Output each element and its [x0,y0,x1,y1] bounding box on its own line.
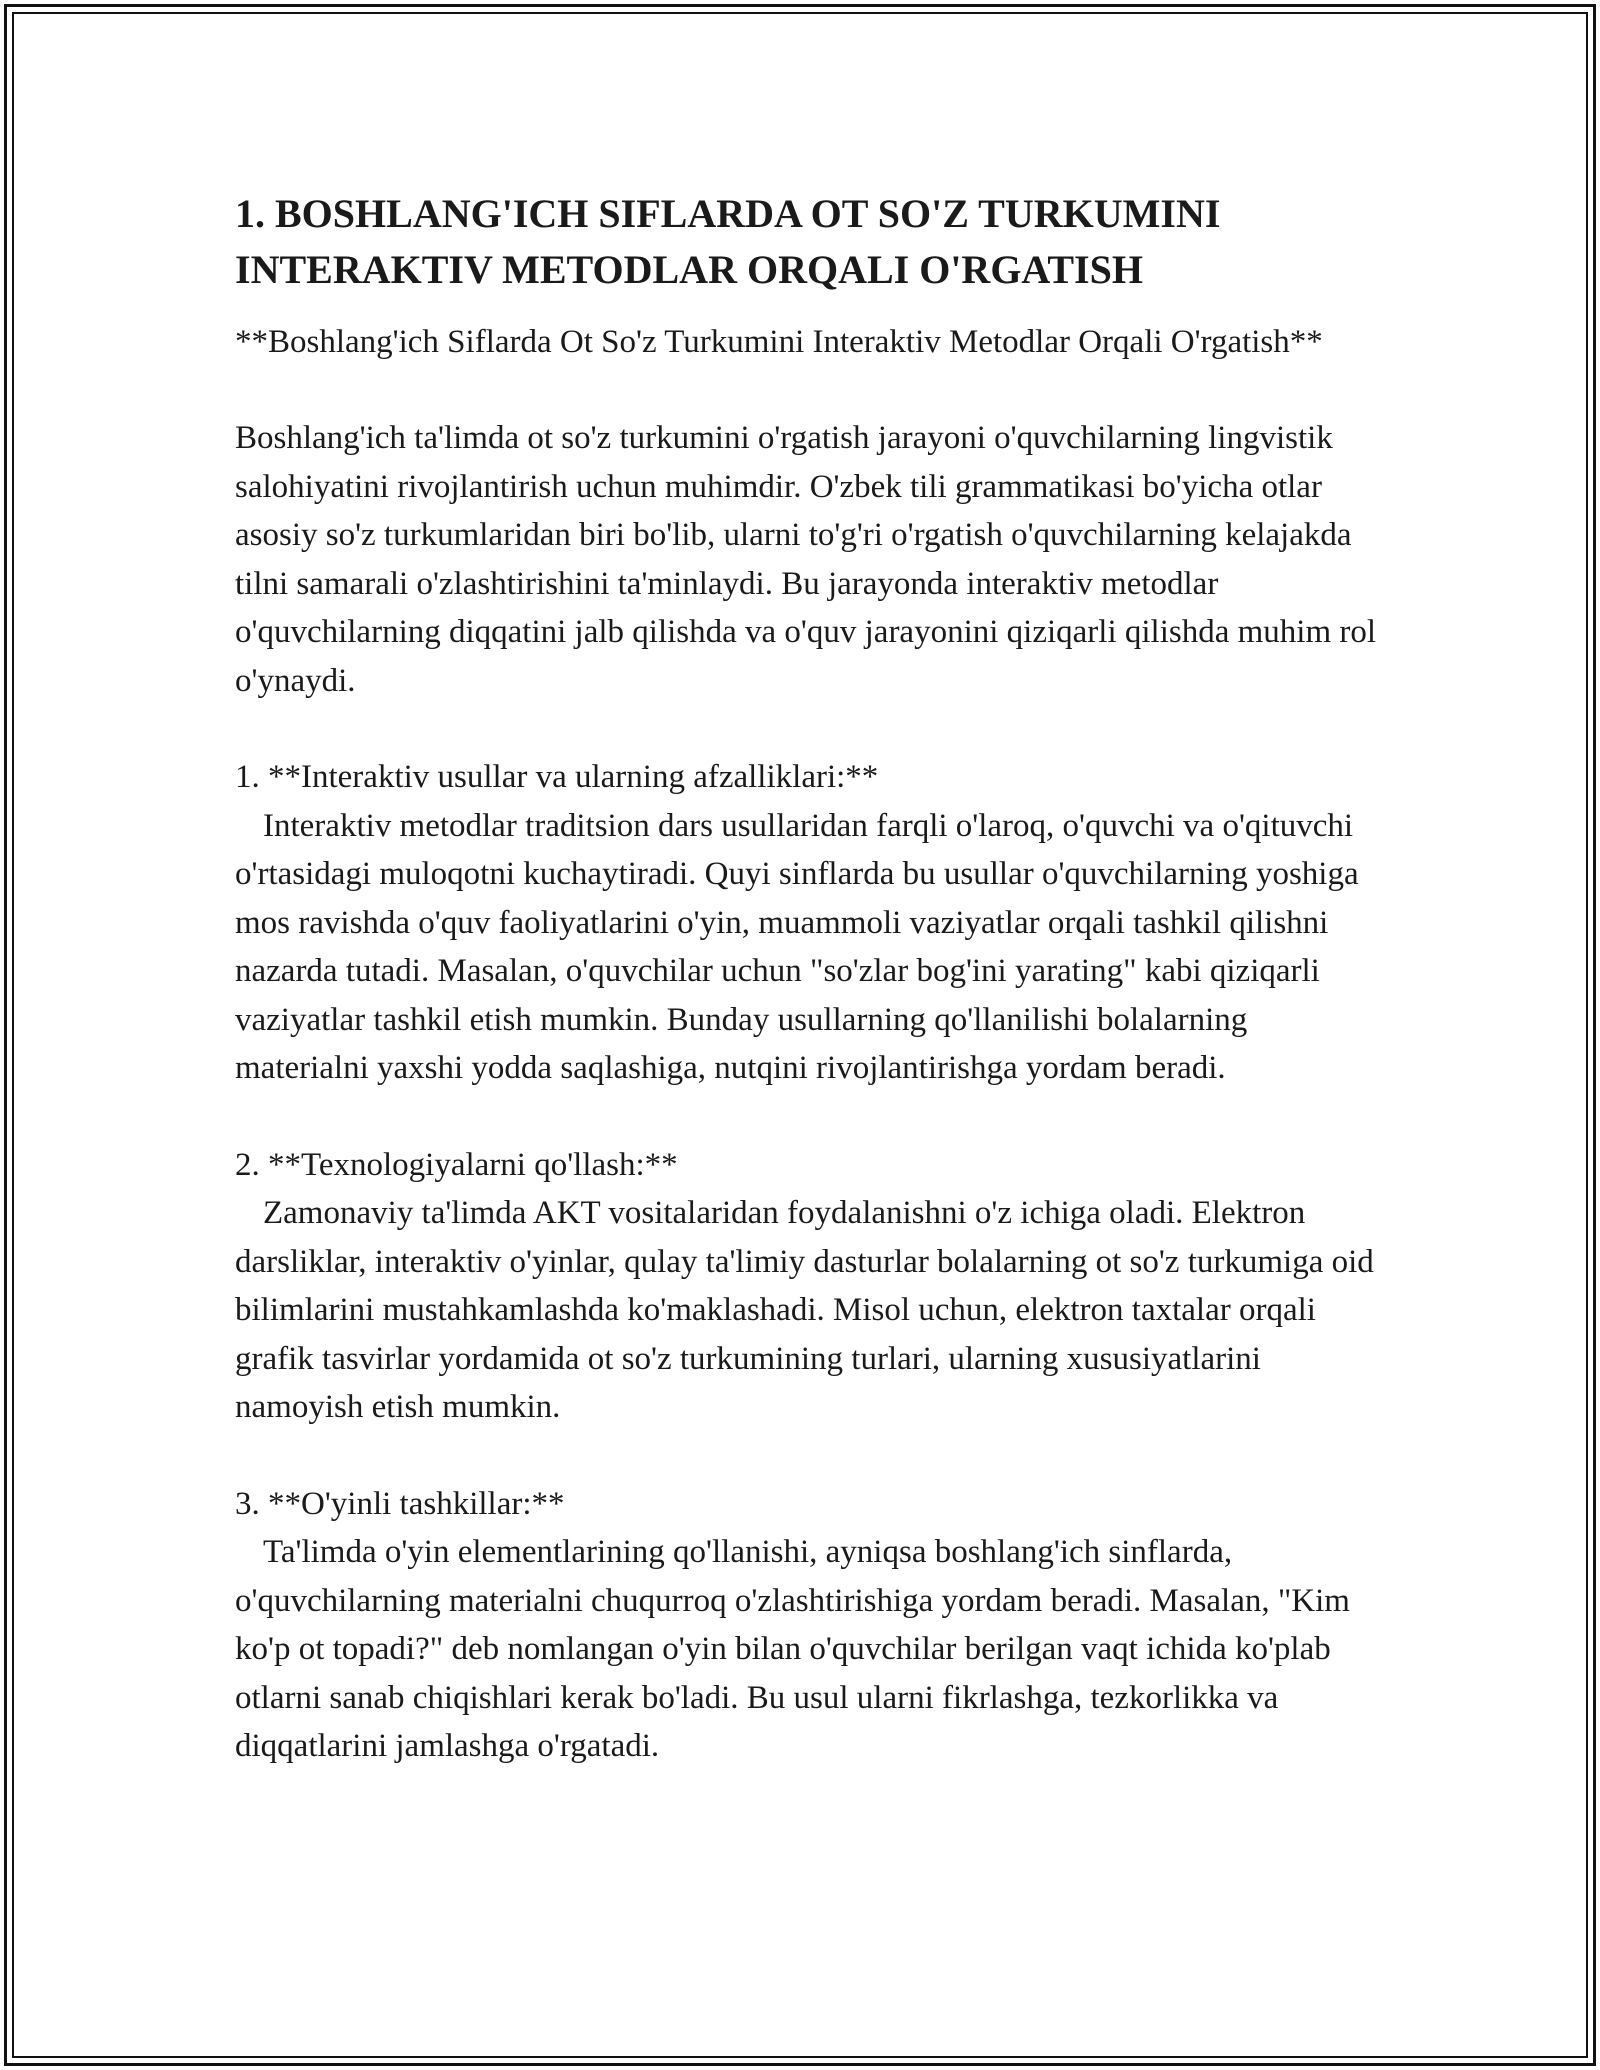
section-body: Ta'limda o'yin elementlarining qo'llanishi, ayniqsa boshlang'ich sinflarda, o'quvchilarning materialni chuqurroq o'zlashtirishiga yordam beradi. Masalan, "Kim ko'p ot topadi?" deb nomlangan o'yin bilan o'quvchilar berilgan vaqt ichida ko'plab otlarni sanab chiqishlari kerak bo'ladi. Bu usul ularni fikrlashga, tezkorlikka va diqqatlarini jamlashga o'rgatadi. [235,1534,1350,1764]
document-subtitle: **Boshlang'ich Siflarda Ot So'z Turkumini Interaktiv Metodlar Orqali O'rgatish** [235,324,1323,360]
section-game-activities [235,1480,1385,1771]
section-interactive-methods [235,753,1385,1093]
document-body [235,186,1385,1771]
section-heading: 2. **Texnologiyalarni qo'llash:** [235,1146,678,1183]
section-heading: 3. **O'yinli tashkillar:** [235,1485,565,1522]
section-body: Interaktiv metodlar traditsion dars usullaridan farqli o'laroq, o'quvchi va o'qituvchi o'rtasidagi muloqotni kuchaytiradi. Quyi sinflarda bu usullar o'quvchilarning yoshiga mos ravishda o'quv faoliyatlarini o'yin, muammoli vaziyatlar orqali tashkil qilishni nazarda tutadi. Masalan, o'quvchilar uchun "so'zlar bog'ini yarating" kabi qiziqarli vaziyatlar tashkil etish mumkin. Bunday usullarning qo'llanilishi bolalarning materialni yaxshi yodda saqlashiga, nutqini rivojlantirishga yordam beradi. [235,807,1359,1086]
section-body: Zamonaviy ta'limda AKT vositalaridan foydalanishni o'z ichiga oladi. Elektron darsliklar, interaktiv o'yinlar, qulay ta'limiy dasturlar bolalarning ot so'z turkumiga oid bilimlarini mustahkamlashda ko'maklashadi. Misol uchun, elektron taxtalar orqali grafik tasvirlar yordamida ot so'z turkumining turlari, ularning xususiyatlarini namoyish etish mumkin. [235,1195,1374,1425]
section-technologies [235,1141,1385,1432]
section-heading: 1. **Interaktiv usullar va ularning afzalliklari:** [235,759,879,795]
intro-paragraph: Boshlang'ich ta'limda ot so'z turkumini o'rgatish jarayoni o'quvchilarning lingvistik salohiyatini rivojlantirish uchun muhimdir. O'zbek tili grammatikasi bo'yicha otlar asosiy so'z turkumlaridan biri bo'lib, ularni to'g'ri o'rgatish o'quvchilarning kelajakda tilni samarali o'zlashtirishini ta'minlaydi. Bu jarayonda interaktiv metodlar o'quvchilarning diqqatini jalb qilishda va o'quv jarayonini qiziqarli qilishda muhim rol o'ynaydi. [235,420,1377,699]
document-title: 1. BOSHLANG'ICH SIFLARDA OT SO'Z TURKUMINI INTERAKTIV METODLAR ORQALI O'RGATISH [235,191,1221,292]
